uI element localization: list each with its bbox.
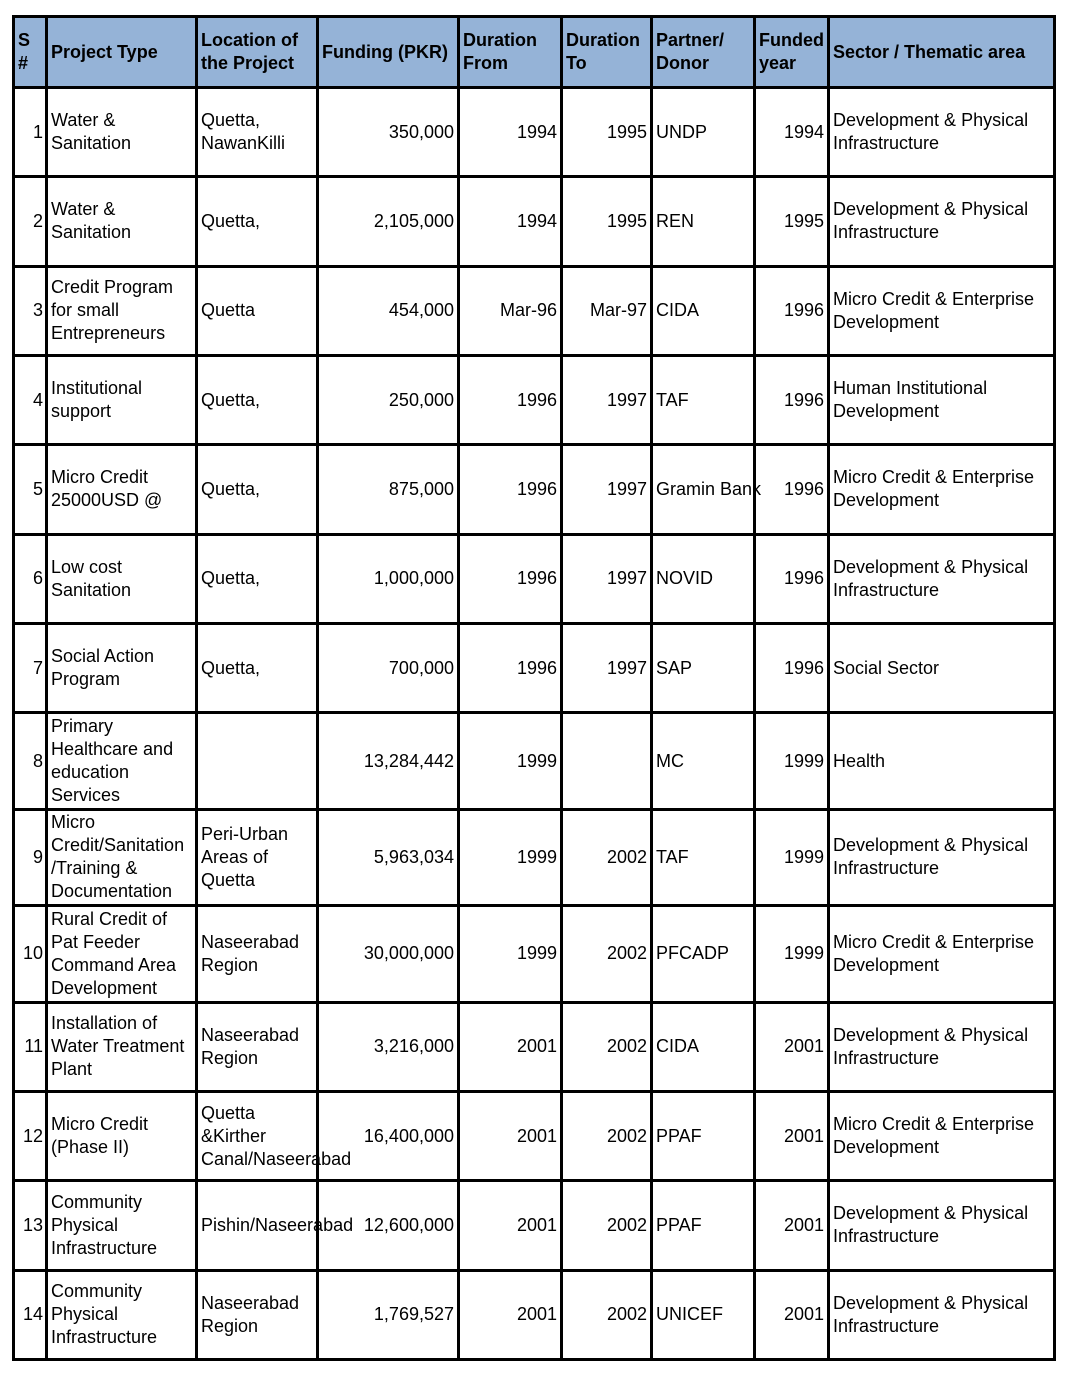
cell-duration-from: 1999: [459, 713, 562, 809]
cell-partner: NOVID: [652, 534, 755, 623]
cell-location: Naseerabad Region: [197, 906, 318, 1002]
cell-duration-from: 2001: [459, 1002, 562, 1091]
cell-location: Pishin/Naseerabad: [197, 1181, 318, 1270]
cell-duration-from: 1999: [459, 906, 562, 1002]
table-row: [14, 445, 1055, 534]
cell-duration-from: 2001: [459, 1270, 562, 1359]
header-project-type: Project Type: [47, 17, 197, 88]
cell-project-type: Rural Credit of Pat Feeder Command Area Development: [47, 906, 197, 1002]
cell-sn: 12: [14, 1091, 47, 1180]
cell-location: Quetta,: [197, 534, 318, 623]
cell-funding: 454,000: [318, 266, 459, 355]
cell-sector: Micro Credit & Enterprise Development: [829, 266, 1055, 355]
cell-funded-year: 1996: [755, 355, 829, 444]
cell-funded-year: 1996: [755, 266, 829, 355]
cell-project-type: Micro Credit (Phase II): [47, 1091, 197, 1180]
cell-funding: 700,000: [318, 623, 459, 712]
cell-sector: Development & Physical Infrastructure: [829, 809, 1055, 905]
projects-table: [12, 15, 1056, 1361]
cell-duration-to: 2002: [562, 1002, 652, 1091]
cell-funded-year: 1999: [755, 906, 829, 1002]
cell-sector: Development & Physical Infrastructure: [829, 177, 1055, 266]
header-funded-year: Funded year: [755, 17, 829, 88]
cell-sn: 3: [14, 266, 47, 355]
cell-funding: 1,000,000: [318, 534, 459, 623]
cell-location: Naseerabad Region: [197, 1002, 318, 1091]
cell-duration-to: Mar-97: [562, 266, 652, 355]
cell-duration-from: 1996: [459, 534, 562, 623]
cell-funded-year: 1999: [755, 713, 829, 809]
cell-sn: 4: [14, 355, 47, 444]
cell-sn: 2: [14, 177, 47, 266]
cell-project-type: Credit Program for small Entrepreneurs: [47, 266, 197, 355]
cell-location: Quetta,: [197, 355, 318, 444]
cell-funding: 3,216,000: [318, 1002, 459, 1091]
cell-project-type: Primary Healthcare and education Services: [47, 713, 197, 809]
table-row: [14, 266, 1055, 355]
cell-duration-from: 1996: [459, 355, 562, 444]
cell-location: Quetta: [197, 266, 318, 355]
cell-sector: Micro Credit & Enterprise Development: [829, 1091, 1055, 1180]
cell-partner: PPAF: [652, 1181, 755, 1270]
cell-sector: Micro Credit & Enterprise Development: [829, 906, 1055, 1002]
table-row: [14, 1091, 1055, 1180]
cell-project-type: Institutional support: [47, 355, 197, 444]
table-row: [14, 88, 1055, 177]
cell-project-type: Micro Credit 25000USD @: [47, 445, 197, 534]
cell-duration-from: 1999: [459, 809, 562, 905]
cell-duration-from: 1996: [459, 445, 562, 534]
header-duration-from: Duration From: [459, 17, 562, 88]
cell-duration-to: 1997: [562, 355, 652, 444]
table-header: [14, 17, 1055, 88]
cell-sn: 14: [14, 1270, 47, 1359]
cell-funding: 875,000: [318, 445, 459, 534]
cell-duration-to: 2002: [562, 1091, 652, 1180]
cell-duration-from: 1996: [459, 623, 562, 712]
cell-sn: 9: [14, 809, 47, 905]
cell-duration-from: 1994: [459, 88, 562, 177]
table-row: [14, 355, 1055, 444]
header-location: Location of the Project: [197, 17, 318, 88]
cell-sn: 10: [14, 906, 47, 1002]
table-row: [14, 1181, 1055, 1270]
cell-funding: 1,769,527: [318, 1270, 459, 1359]
cell-funding: 250,000: [318, 355, 459, 444]
cell-sector: Development & Physical Infrastructure: [829, 534, 1055, 623]
cell-sector: Development & Physical Infrastructure: [829, 1270, 1055, 1359]
cell-partner: Gramin Bank: [652, 445, 755, 534]
cell-funding: 12,600,000: [318, 1181, 459, 1270]
cell-location: Peri-Urban Areas of Quetta: [197, 809, 318, 905]
header-duration-to: Duration To: [562, 17, 652, 88]
table-row: [14, 534, 1055, 623]
header-sn: S #: [14, 17, 47, 88]
header-partner: Partner/ Donor: [652, 17, 755, 88]
header-row: [14, 17, 1055, 88]
cell-project-type: Low cost Sanitation: [47, 534, 197, 623]
cell-partner: REN: [652, 177, 755, 266]
cell-duration-from: Mar-96: [459, 266, 562, 355]
table-row: [14, 906, 1055, 1002]
cell-funded-year: 1994: [755, 88, 829, 177]
header-sector: Sector / Thematic area: [829, 17, 1055, 88]
cell-partner: PPAF: [652, 1091, 755, 1180]
cell-duration-to: 2002: [562, 906, 652, 1002]
cell-duration-from: 1994: [459, 177, 562, 266]
cell-location: [197, 713, 318, 809]
table-row: [14, 1270, 1055, 1359]
cell-funded-year: 1995: [755, 177, 829, 266]
cell-partner: UNDP: [652, 88, 755, 177]
cell-funding: 350,000: [318, 88, 459, 177]
cell-project-type: Community Physical Infrastructure: [47, 1181, 197, 1270]
cell-duration-to: 1997: [562, 623, 652, 712]
cell-duration-to: 2002: [562, 1270, 652, 1359]
table-row: [14, 623, 1055, 712]
cell-duration-to: 1997: [562, 534, 652, 623]
cell-duration-to: 1995: [562, 177, 652, 266]
cell-sn: 1: [14, 88, 47, 177]
cell-partner: TAF: [652, 355, 755, 444]
cell-partner: SAP: [652, 623, 755, 712]
cell-funded-year: 2001: [755, 1181, 829, 1270]
cell-funded-year: 1996: [755, 623, 829, 712]
cell-project-type: Water & Sanitation: [47, 177, 197, 266]
cell-project-type: Micro Credit/Sanitation /Training & Documentation: [47, 809, 197, 905]
cell-sn: 8: [14, 713, 47, 809]
cell-project-type: Water & Sanitation: [47, 88, 197, 177]
cell-duration-to: [562, 713, 652, 809]
cell-funded-year: 2001: [755, 1091, 829, 1180]
table-body: [14, 88, 1055, 1360]
cell-funding: 2,105,000: [318, 177, 459, 266]
cell-funding: 30,000,000: [318, 906, 459, 1002]
cell-sector: Social Sector: [829, 623, 1055, 712]
cell-location: Quetta,: [197, 445, 318, 534]
cell-partner: MC: [652, 713, 755, 809]
cell-duration-to: 1997: [562, 445, 652, 534]
cell-location: Quetta,: [197, 177, 318, 266]
cell-location: Naseerabad Region: [197, 1270, 318, 1359]
cell-duration-to: 2002: [562, 809, 652, 905]
cell-partner: PFCADP: [652, 906, 755, 1002]
cell-partner: CIDA: [652, 1002, 755, 1091]
cell-project-type: Installation of Water Treatment Plant: [47, 1002, 197, 1091]
cell-funding: 13,284,442: [318, 713, 459, 809]
cell-sector: Health: [829, 713, 1055, 809]
cell-sn: 6: [14, 534, 47, 623]
table-row: [14, 177, 1055, 266]
cell-sn: 7: [14, 623, 47, 712]
cell-location: Quetta,: [197, 623, 318, 712]
cell-sector: Micro Credit & Enterprise Development: [829, 445, 1055, 534]
cell-funded-year: 2001: [755, 1270, 829, 1359]
cell-sector: Human Institutional Development: [829, 355, 1055, 444]
cell-duration-from: 2001: [459, 1181, 562, 1270]
cell-funded-year: 1996: [755, 445, 829, 534]
cell-sn: 13: [14, 1181, 47, 1270]
cell-sector: Development & Physical Infrastructure: [829, 88, 1055, 177]
cell-location: Quetta, NawanKilli: [197, 88, 318, 177]
cell-partner: TAF: [652, 809, 755, 905]
cell-funding: 5,963,034: [318, 809, 459, 905]
cell-funded-year: 1996: [755, 534, 829, 623]
table-row: [14, 809, 1055, 905]
cell-partner: UNICEF: [652, 1270, 755, 1359]
cell-project-type: Community Physical Infrastructure: [47, 1270, 197, 1359]
table-row: [14, 1002, 1055, 1091]
cell-location: Quetta &Kirther Canal/Naseerabad: [197, 1091, 318, 1180]
cell-project-type: Social Action Program: [47, 623, 197, 712]
cell-partner: CIDA: [652, 266, 755, 355]
cell-funded-year: 2001: [755, 1002, 829, 1091]
cell-duration-from: 2001: [459, 1091, 562, 1180]
cell-sn: 5: [14, 445, 47, 534]
table-row: [14, 713, 1055, 809]
cell-sector: Development & Physical Infrastructure: [829, 1181, 1055, 1270]
cell-sn: 11: [14, 1002, 47, 1091]
cell-funding: 16,400,000: [318, 1091, 459, 1180]
cell-sector: Development & Physical Infrastructure: [829, 1002, 1055, 1091]
cell-funded-year: 1999: [755, 809, 829, 905]
header-funding: Funding (PKR): [318, 17, 459, 88]
cell-duration-to: 1995: [562, 88, 652, 177]
cell-duration-to: 2002: [562, 1181, 652, 1270]
